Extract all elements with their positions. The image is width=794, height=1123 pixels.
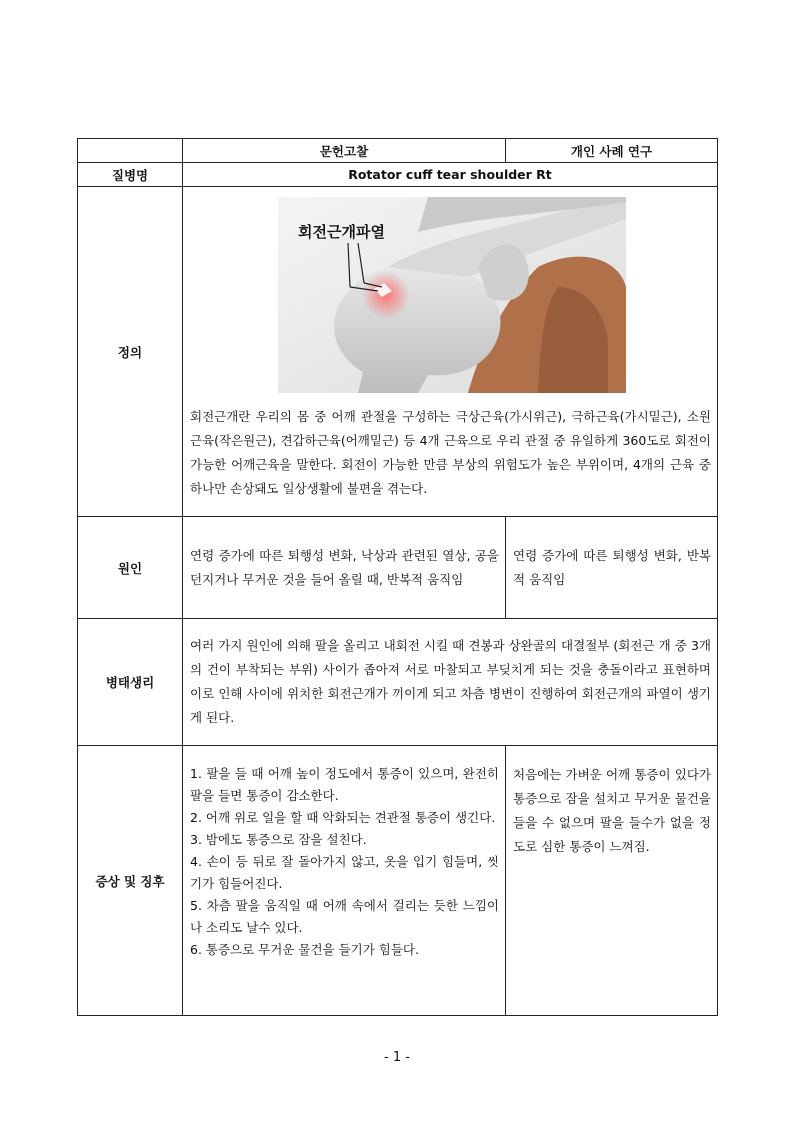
disease-value: Rotator cuff tear shoulder Rt — [183, 163, 718, 187]
figure-label: 회전근개파열 — [298, 223, 385, 241]
disease-label: 질병명 — [78, 163, 183, 187]
symptom-item: 1. 팔을 들 때 어깨 높이 정도에서 통증이 있으며, 완전히 팔을 들면 통증이 감소한다. — [190, 766, 499, 803]
symptoms-row — [78, 746, 718, 1016]
header-literature: 문헌고찰 — [183, 139, 506, 163]
cause-case: 연령 증가에 따른 퇴행성 변화, 반복적 움직임 — [506, 517, 718, 619]
symptom-item: 3. 밤에도 통증으로 잠을 설친다. — [190, 832, 367, 847]
symptom-item: 2. 어깨 위로 일을 할 때 악화되는 견관절 통증이 생긴다. — [190, 810, 496, 825]
symptom-item: 4. 손이 등 뒤로 잘 돌아가지 않고, 옷을 입기 힘들며, 씻기가 힘들어진다. — [190, 854, 499, 891]
cause-literature: 연령 증가에 따른 퇴행성 변화, 낙상과 관련된 열상, 공을 던지거나 무거운 것을 들어 올릴 때, 반복적 움직임 — [183, 517, 506, 619]
shoulder-anatomy-illustration — [278, 197, 626, 393]
symptoms-case: 처음에는 가벼운 어깨 통증이 있다가 통증으로 잠을 설치고 무거운 물건을 들을 수 없으며 팔을 들수가 없을 정도로 심한 통증이 느껴짐. — [506, 746, 718, 1016]
header-empty-cell — [78, 139, 183, 163]
header-row — [78, 139, 718, 163]
case-study-table — [77, 138, 718, 1016]
pathophysiology-row — [78, 619, 718, 746]
cause-row — [78, 517, 718, 619]
definition-text: 회전근개란 우리의 몸 중 어깨 관절을 구성하는 극상근육(가시위근), 극하근육(가시밑근), 소원근육(작은원근), 견갑하근육(어깨밑근) 등 4개 근육으로 우리 관절 중 유일하게 360도로 회전이 가능한 어깨근육을 말한다. 회전이 가능한 만큼 부상의 위험도가 높은 부위이며, 4개의 근육 중 하나만 손상돼도 일상생활에 불편을 겪는다. — [190, 409, 711, 496]
definition-row — [78, 187, 718, 517]
symptoms-label: 증상 및 징후 — [78, 746, 183, 1016]
symptom-item: 5. 차츰 팔을 움직일 때 어깨 속에서 걸리는 듯한 느낌이나 소리도 날수 있다. — [190, 898, 499, 935]
header-case-study: 개인 사례 연구 — [506, 139, 718, 163]
symptoms-literature-list — [183, 746, 506, 1016]
disease-row — [78, 163, 718, 187]
cause-label: 원인 — [78, 517, 183, 619]
symptom-item: 6. 통증으로 무거운 물건을 들기가 힘들다. — [190, 942, 419, 957]
pathophysiology-text: 여러 가지 원인에 의해 팔을 올리고 내회전 시킬 때 견봉과 상완골의 대결절부 (회전근 개 중 3개의 건이 부착되는 부위) 사이가 좁아져 서로 마찰되고 부딪치게 되는 것을 충돌이라고 표현하며 이로 인해 사이에 위치한 회전근개가 끼이게 되고 차츰 병변이 진행하여 회전근개의 파열이 생기게 된다. — [183, 619, 718, 746]
definition-cell — [183, 187, 718, 517]
pathophysiology-label: 병태생리 — [78, 619, 183, 746]
page-number: - 1 - — [384, 1050, 410, 1065]
definition-label: 정의 — [78, 187, 183, 517]
